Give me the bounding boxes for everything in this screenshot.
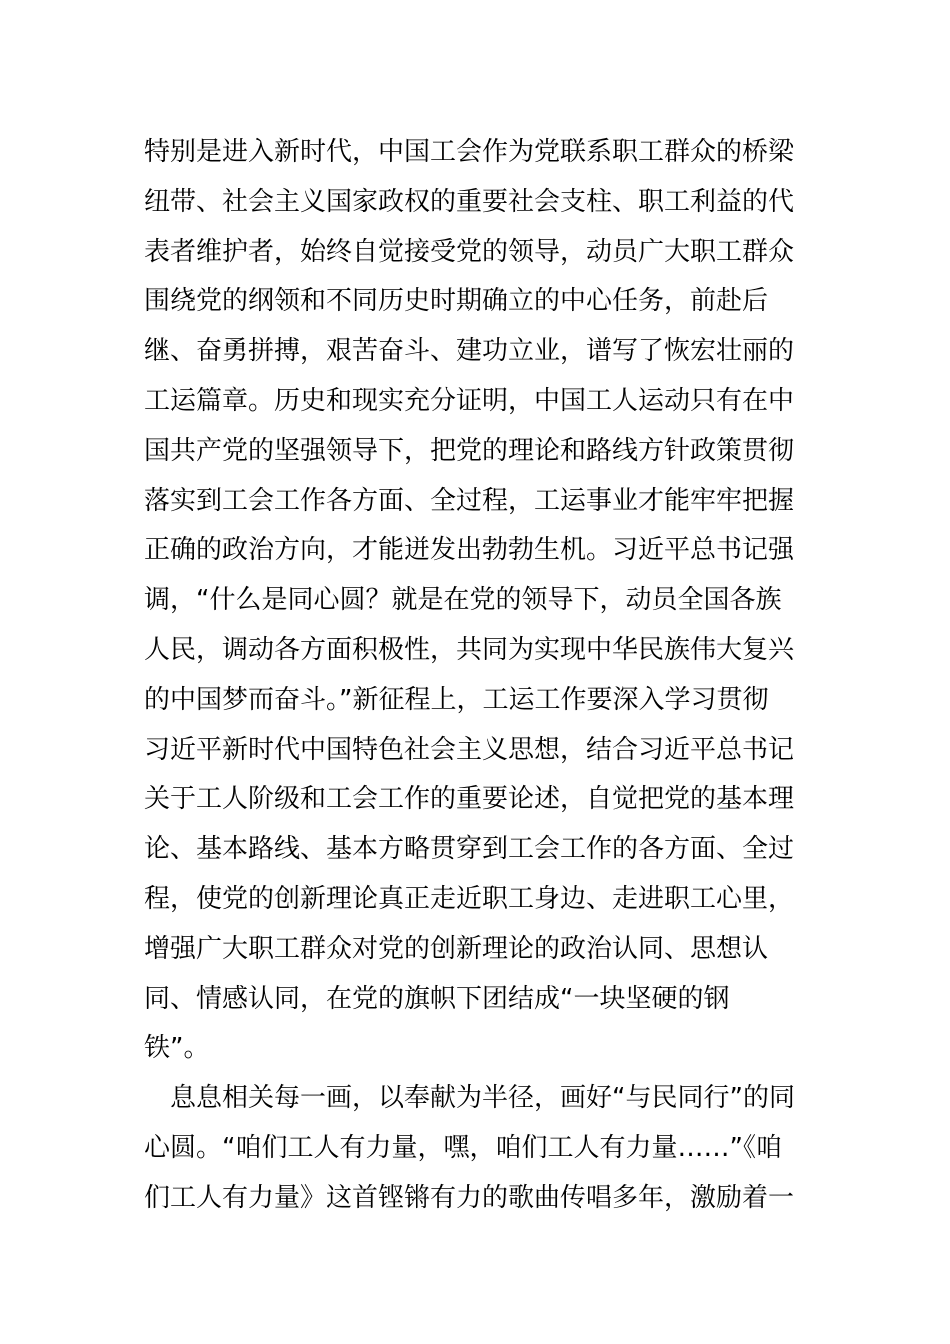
text-line: 特别是进入新时代，中国工会作为党联系职工群众的桥梁 bbox=[144, 137, 795, 167]
text-line: 增强广大职工群众对党的创新理论的政治认同、思想认 bbox=[144, 933, 769, 964]
text-line: 习近平新时代中国特色社会主义思想，结合习近平总书记 bbox=[144, 734, 795, 765]
text-line: 铁”。 bbox=[144, 1033, 210, 1064]
text-line: 程，使党的创新理论真正走近职工身边、走进职工心里， bbox=[144, 883, 795, 914]
text-line: 关于工人阶级和工会工作的重要论述，自觉把党的基本理 bbox=[144, 784, 795, 815]
text-line: 人民，调动各方面积极性，共同为实现中华民族伟大复兴 bbox=[144, 634, 795, 665]
text-line: 表者维护者，始终自觉接受党的领导，动员广大职工群众 bbox=[144, 236, 795, 267]
text-line: 调，“什么是同心圆？就是在党的领导下，动员全国各族 bbox=[144, 585, 782, 616]
text-line: 同、情感认同，在党的旗帜下团结成“一块坚硬的钢 bbox=[144, 983, 730, 1014]
text-line: 围绕党的纲领和不同历史时期确立的中心任务，前赴后 bbox=[144, 286, 769, 317]
text-line: 纽带、社会主义国家政权的重要社会支柱、职工利益的代 bbox=[144, 186, 795, 217]
text-line: 正确的政治方向，才能迸发出勃勃生机。习近平总书记强 bbox=[144, 535, 795, 566]
text-line: 工运篇章。历史和现实充分证明，中国工人运动只有在中 bbox=[144, 385, 795, 416]
text-line: 心圆。“咱们工人有力量，嘿，咱们工人有力量……”《咱 bbox=[144, 1132, 782, 1163]
text-line: 国共产党的坚强领导下，把党的理论和路线方针政策贯彻 bbox=[144, 435, 795, 466]
text-line: 的中国梦而奋斗。”新征程上，工运工作要深入学习贯彻 bbox=[144, 684, 769, 715]
body-text bbox=[144, 128, 814, 1224]
text-line: 息息相关每一画，以奉献为半径，画好“与民同行”的同 bbox=[144, 1083, 795, 1114]
text-line: 论、基本路线、基本方略贯穿到工会工作的各方面、全过 bbox=[144, 834, 795, 865]
text-line: 继、奋勇拼搏，艰苦奋斗、建功立业，谱写了恢宏壮丽的 bbox=[144, 336, 795, 367]
text-line: 落实到工会工作各方面、全过程，工运事业才能牢牢把握 bbox=[144, 485, 795, 516]
text-line: 们工人有力量》这首铿锵有力的歌曲传唱多年，激励着一 bbox=[144, 1182, 795, 1213]
